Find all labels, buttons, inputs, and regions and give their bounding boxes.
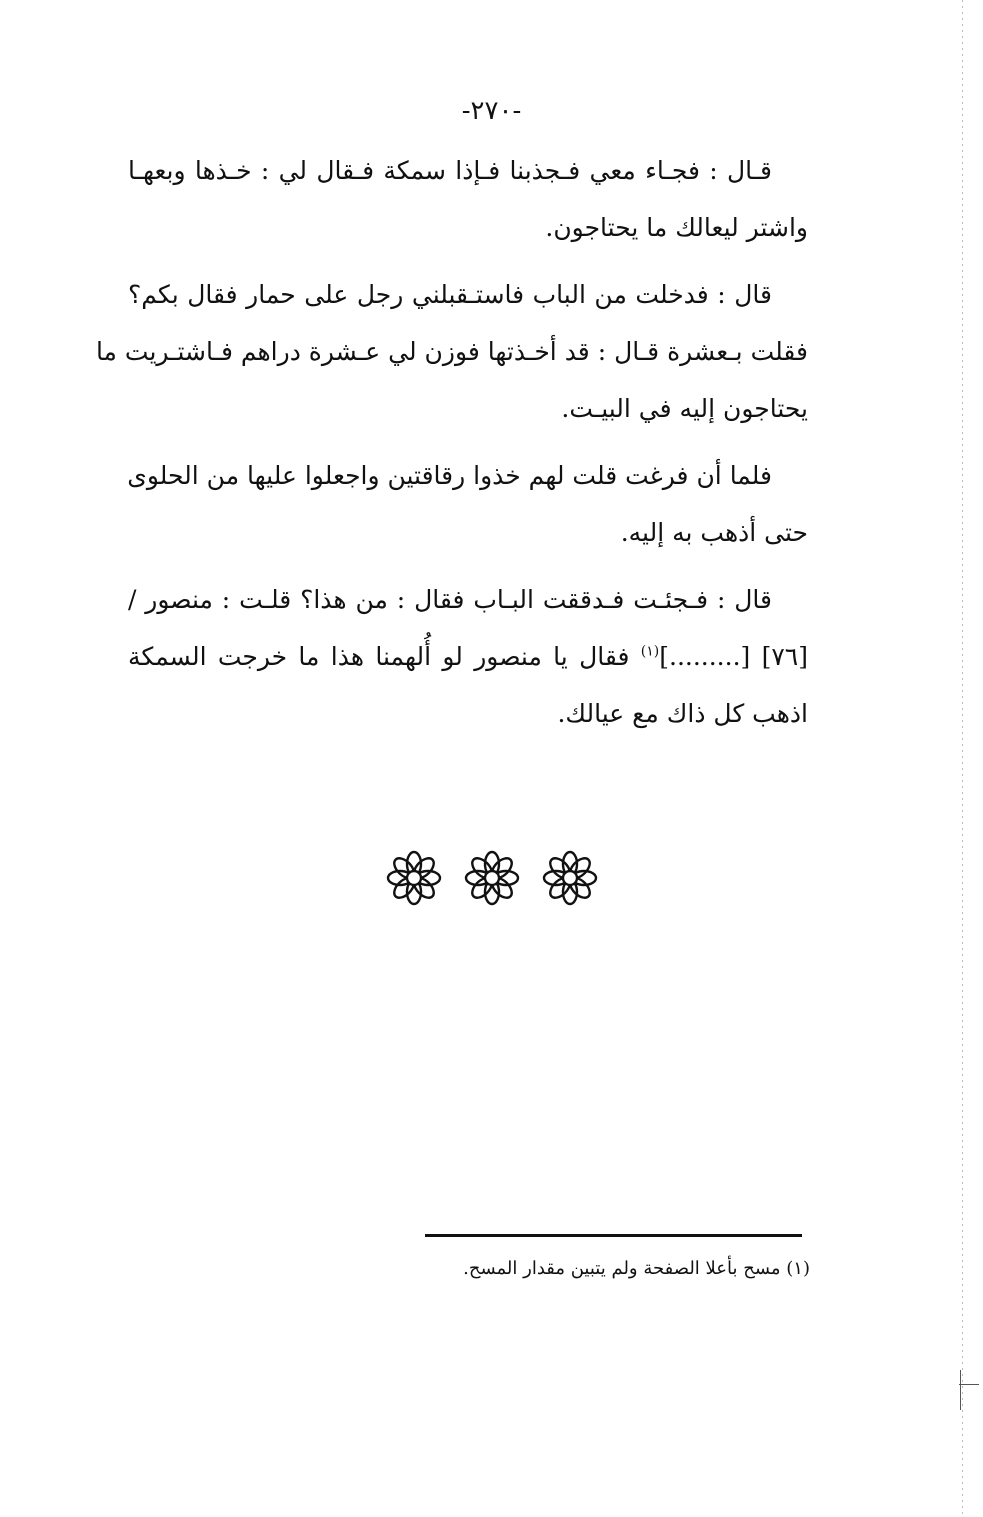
text-line-with-footnote	[128, 628, 808, 685]
flower-ornament-icon	[464, 850, 520, 906]
text-line: فلما أن فرغت قلت لهم خذوا رقاقتين واجعلوا عليها من الحلوى	[127, 461, 772, 490]
flower-ornament-icon	[386, 850, 442, 906]
footnote-marker: (١)	[640, 643, 660, 660]
footnote: (١) مسح بأعلا الصفحة ولم يتبين مقدار المسح.	[463, 1258, 810, 1279]
text-line: حتى أذهب به إليه.	[620, 518, 808, 547]
paragraph-2	[95, 266, 808, 437]
text-line: اذهب كل ذاك مع عيالك.	[557, 699, 808, 728]
paragraph-1	[128, 142, 808, 256]
footnote-separator	[425, 1234, 802, 1237]
scan-edge-mark	[962, 0, 963, 1517]
scan-crop-mark-horizontal	[959, 1384, 979, 1385]
text-line: واشتر ليعالك ما يحتاجون.	[545, 213, 808, 242]
page-number: -٢٧٠-	[461, 96, 522, 126]
paragraph-4	[128, 571, 808, 742]
text-line: قال : فـجئـت فـدققت البـاب فقال : من هذا؟ قلـت : منصور /	[128, 585, 772, 614]
body-text	[95, 142, 808, 752]
paragraph-3	[128, 447, 808, 561]
bracketed-gap: [٧٦] [.........]	[659, 642, 808, 671]
text-line: فقلت بـعشرة قـال : قد أخـذتها فوزن لي عـشرة دراهم فـاشتـريت ما	[95, 337, 808, 366]
text-line: يحتاجون إليه في البيـت.	[561, 394, 808, 423]
flower-ornament-icon	[542, 850, 598, 906]
scan-crop-mark	[960, 1370, 961, 1410]
text-segment: فقال يا منصور لو أُلهمنا هذا ما خرجت السمكة	[128, 642, 641, 671]
text-line: قال : فدخلت من الباب فاستـقبلني رجل على حمار فقال بكم؟	[128, 280, 772, 309]
text-line: قـال : فجـاء معي فـجذبنا فـإذا سمكة فـقال لي : خـذها وبعهـا	[128, 156, 772, 185]
section-divider-ornaments	[0, 850, 983, 906]
